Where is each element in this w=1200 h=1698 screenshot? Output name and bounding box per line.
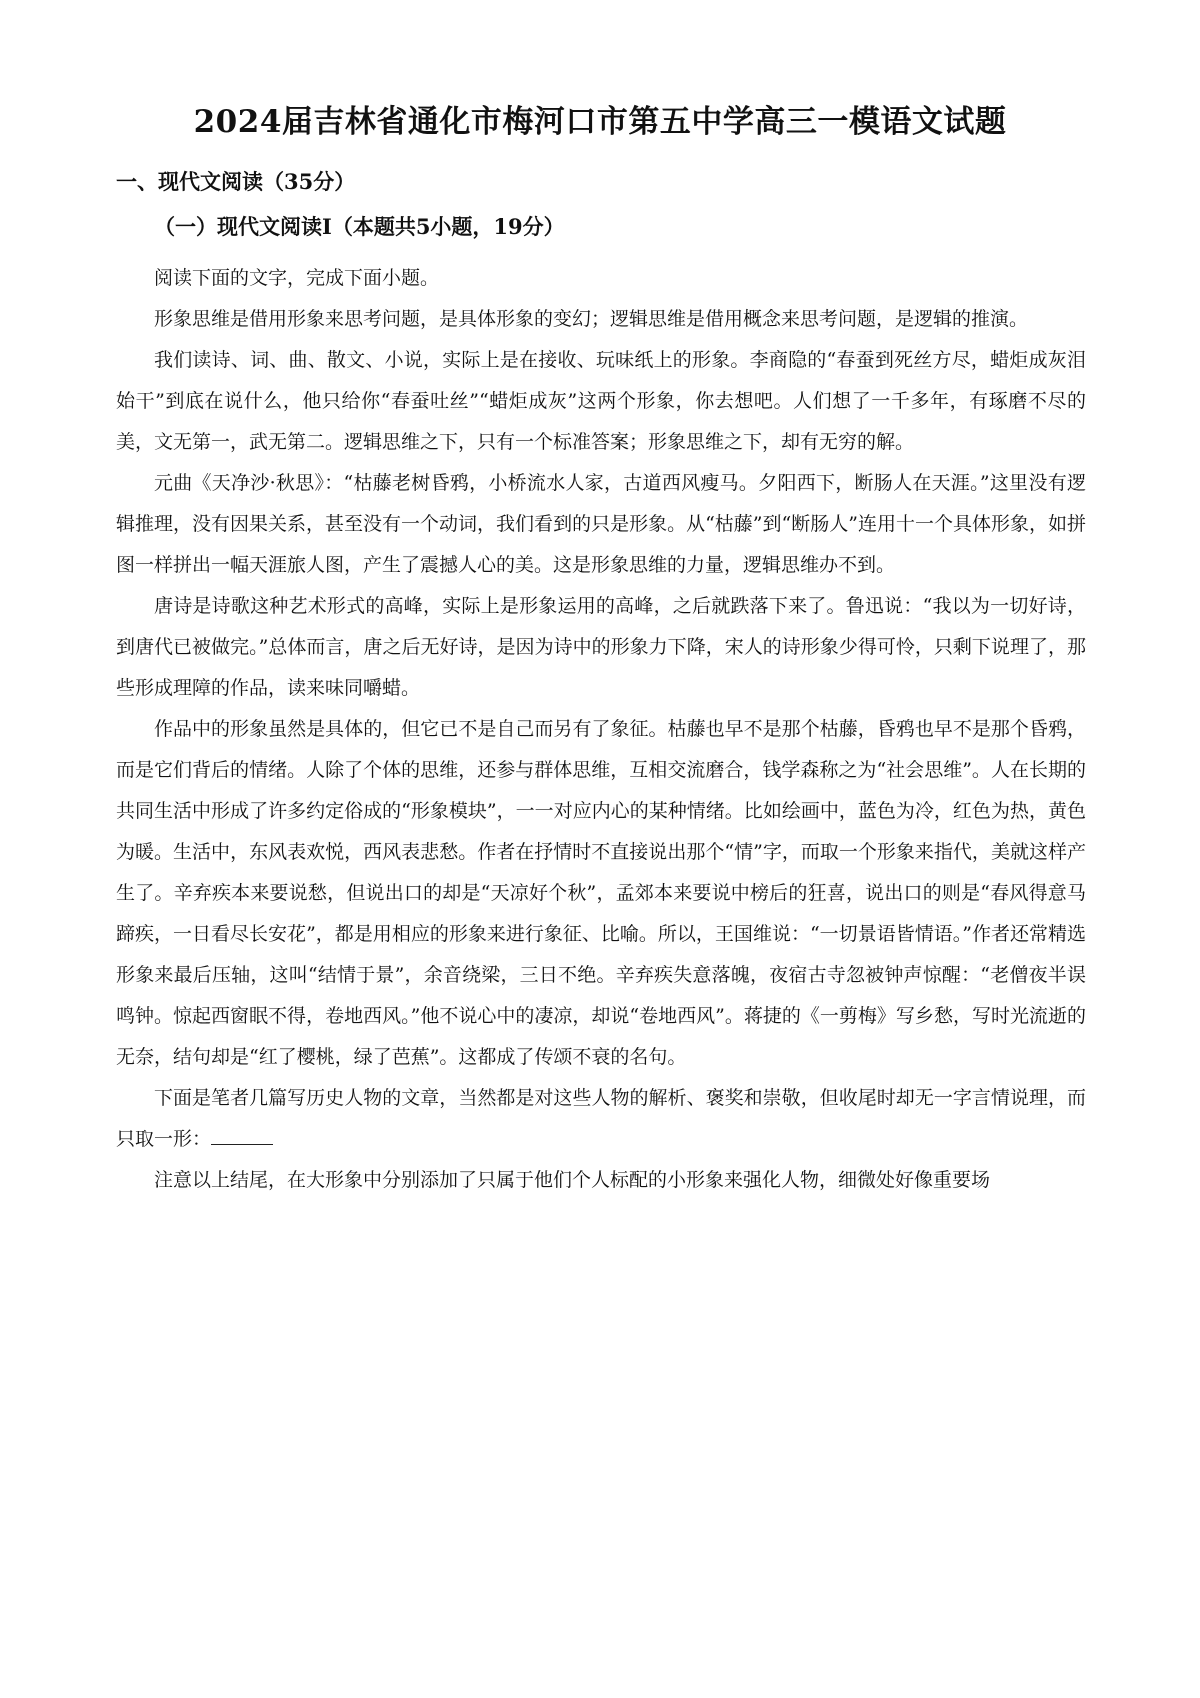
paragraph-5: 作品中的形象虽然是具体的，但它已不是自己而另有了象征。枯藤也早不是那个枯藤，昏鸦也早不是那个昏鸦，而是它们背后的情绪。人除了个体的思维，还参与群体思维，互相交流磨合，钱学森称之为“社会思维”。人在长期的共同生活中形成了许多约定俗成的“形象模块”，一一对应内心的某种情绪。比如绘画中，蓝色为冷，红色为热，黄色为暖。生活中，东风表欢悦，西风表悲愁。作者在抒情时不直接说出那个“情”字，而取一个形象来指代，美就这样产生了。辛弃疾本来要说愁，但说出口的却是“天凉好个秋”，孟郊本来要说中榜后的狂喜，说出口的则是“春风得意马蹄疾，一日看尽长安花”，都是用相应的形象来进行象征、比喻。所以，王国维说：“一切景语皆情语。”作者还常精选形象来最后压轴，这叫“结情于景”，余音绕梁，三日不绝。辛弃疾失意落魄，夜宿古寺忽被钟声惊醒：“老僧夜半误鸣钟。惊起西窗眠不得，卷地西风。”他不说心中的凄凉，却说“卷地西风”。蒋捷的《一剪梅》写乡愁，写时光流逝的无奈，结句却是“红了樱桃，绿了芭蕉”。这都成了传颂不衰的名句。: [116, 718, 1086, 1068]
paragraph-7: 注意以上结尾，在大形象中分别添加了只属于他们个人标配的小形象来强化人物，细微处好像重要场: [154, 1169, 991, 1191]
paragraph-2: 我们读诗、词、曲、散文、小说，实际上是在接收、玩味纸上的形象。李商隐的“春蚕到死丝方尽，蜡炬成灰泪始干”到底在说什么，他只给你“春蚕吐丝”“蜡炬成灰”这两个形象，你去想吧。人们想了一千多年，有琢磨不尽的美，文无第一，武无第二。逻辑思维之下，只有一个标准答案；形象思维之下，却有无穷的解。: [116, 349, 1086, 453]
paragraph-1: 形象思维是借用形象来思考问题，是具体形象的变幻；逻辑思维是借用概念来思考问题，是逻辑的推演。: [154, 308, 1029, 330]
paragraph-3: 元曲《天净沙·秋思》：“枯藤老树昏鸦，小桥流水人家，古道西风瘦马。夕阳西下，断肠人在天涯。”这里没有逻辑推理，没有因果关系，甚至没有一个动词，我们看到的只是形象。从“枯藤”到“断肠人”连用十一个具体形象，如拼图一样拼出一幅天涯旅人图，产生了震撼人心的美。这是形象思维的力量，逻辑思维办不到。: [116, 472, 1086, 576]
reading-passage: [116, 258, 1086, 1201]
paragraph-4: 唐诗是诗歌这种艺术形式的高峰，实际上是形象运用的高峰，之后就跌落下来了。鲁迅说：“我以为一切好诗，到唐代已被做完。”总体而言，唐之后无好诗，是因为诗中的形象力下降，宋人的诗形象少得可怜，只剩下说理了，那些形成理障的作品，读来味同嚼蜡。: [116, 595, 1086, 699]
section-heading: 一、现代文阅读（35分）: [116, 169, 356, 194]
paragraph-6-text: 下面是笔者几篇写历史人物的文章，当然都是对这些人物的解析、褒奖和崇敬，但收尾时却无一字言情说理，而只取一形：: [116, 1087, 1086, 1150]
answer-blank: [211, 1126, 273, 1145]
page-title: 2024届吉林省通化市梅河口市第五中学高三一模语文试题: [193, 104, 1007, 140]
instruction-paragraph: 阅读下面的文字，完成下面小题。: [154, 267, 440, 289]
paragraph-6: [116, 1078, 1086, 1160]
subsection-heading: （一）现代文阅读Ⅰ（本题共5小题，19分）: [154, 214, 565, 239]
